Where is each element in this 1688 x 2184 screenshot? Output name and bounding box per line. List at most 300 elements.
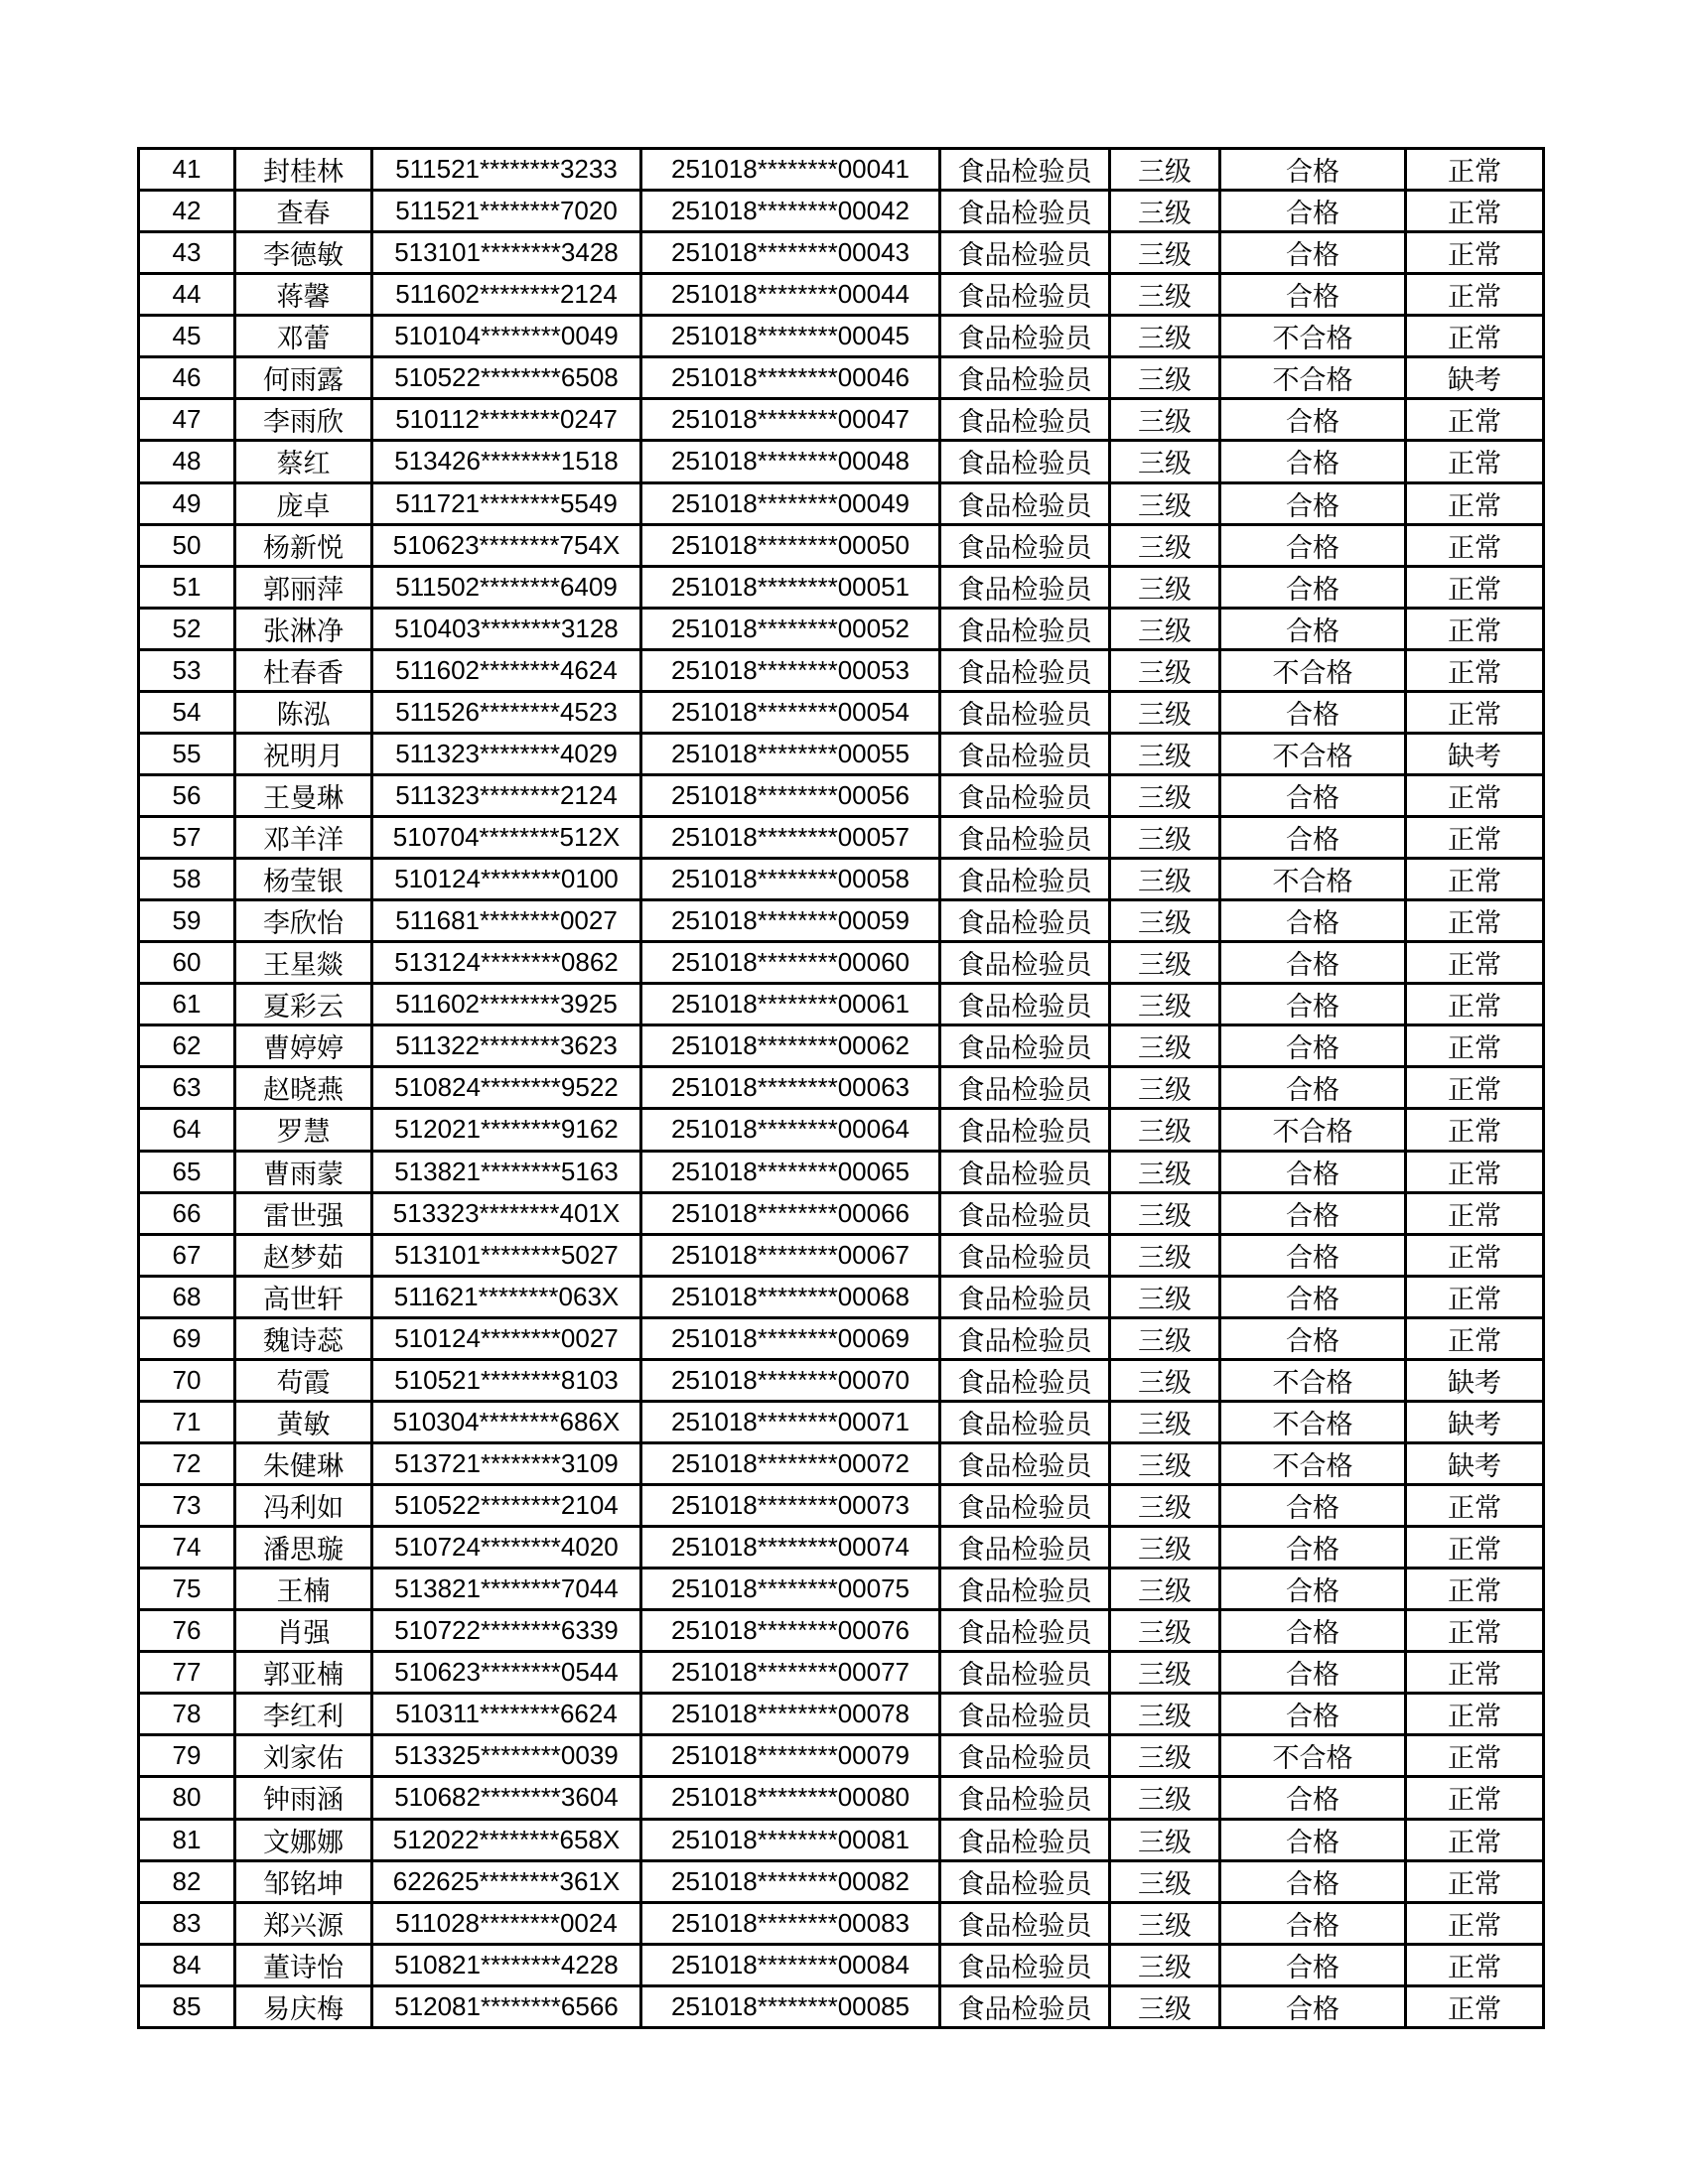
cell-candidate-name: 郭亚楠 <box>235 1652 372 1694</box>
cell-result: 合格 <box>1220 399 1406 441</box>
cell-result: 合格 <box>1220 1569 1406 1610</box>
cell-level: 三级 <box>1110 1151 1220 1192</box>
cell-sequence-number: 72 <box>139 1442 235 1484</box>
cell-exam-number: 251018********00062 <box>641 1025 940 1067</box>
cell-status: 正常 <box>1406 1902 1544 1944</box>
cell-result: 合格 <box>1220 1067 1406 1109</box>
cell-sequence-number: 45 <box>139 316 235 357</box>
cell-id-number: 513325********0039 <box>372 1735 641 1777</box>
cell-status: 正常 <box>1406 316 1544 357</box>
table-row <box>139 399 1544 441</box>
cell-status: 缺考 <box>1406 1442 1544 1484</box>
cell-sequence-number: 62 <box>139 1025 235 1067</box>
cell-sequence-number: 50 <box>139 524 235 566</box>
cell-occupation: 食品检验员 <box>940 1944 1110 1985</box>
cell-sequence-number: 74 <box>139 1527 235 1569</box>
cell-exam-number: 251018********00067 <box>641 1234 940 1276</box>
cell-level: 三级 <box>1110 524 1220 566</box>
cell-occupation: 食品检验员 <box>940 482 1110 524</box>
cell-level: 三级 <box>1110 1067 1220 1109</box>
cell-id-number: 510403********3128 <box>372 608 641 649</box>
cell-result: 合格 <box>1220 274 1406 316</box>
cell-level: 三级 <box>1110 942 1220 984</box>
cell-exam-number: 251018********00076 <box>641 1610 940 1652</box>
cell-sequence-number: 80 <box>139 1777 235 1819</box>
cell-sequence-number: 73 <box>139 1485 235 1527</box>
cell-id-number: 510824********9522 <box>372 1067 641 1109</box>
cell-level: 三级 <box>1110 1610 1220 1652</box>
cell-sequence-number: 43 <box>139 232 235 274</box>
cell-level: 三级 <box>1110 1944 1220 1985</box>
cell-exam-number: 251018********00054 <box>641 691 940 733</box>
cell-id-number: 511721********5549 <box>372 482 641 524</box>
cell-status: 正常 <box>1406 232 1544 274</box>
table-row <box>139 1569 1544 1610</box>
cell-status: 缺考 <box>1406 1401 1544 1442</box>
cell-id-number: 510521********8103 <box>372 1359 641 1401</box>
cell-exam-number: 251018********00058 <box>641 859 940 900</box>
cell-exam-number: 251018********00060 <box>641 942 940 984</box>
cell-id-number: 511521********7020 <box>372 191 641 232</box>
cell-level: 三级 <box>1110 232 1220 274</box>
cell-occupation: 食品检验员 <box>940 1985 1110 2027</box>
cell-sequence-number: 75 <box>139 1569 235 1610</box>
cell-occupation: 食品检验员 <box>940 149 1110 191</box>
cell-sequence-number: 77 <box>139 1652 235 1694</box>
table-row <box>139 1777 1544 1819</box>
cell-status: 正常 <box>1406 1985 1544 2027</box>
exam-results-body <box>139 149 1544 2028</box>
cell-level: 三级 <box>1110 566 1220 608</box>
table-row <box>139 524 1544 566</box>
cell-result: 合格 <box>1220 942 1406 984</box>
table-row <box>139 232 1544 274</box>
cell-exam-number: 251018********00061 <box>641 984 940 1025</box>
cell-id-number: 511681********0027 <box>372 900 641 942</box>
table-row <box>139 1527 1544 1569</box>
cell-occupation: 食品检验员 <box>940 316 1110 357</box>
table-row <box>139 1694 1544 1735</box>
cell-level: 三级 <box>1110 316 1220 357</box>
cell-candidate-name: 潘思璇 <box>235 1527 372 1569</box>
cell-id-number: 510704********512X <box>372 817 641 859</box>
table-row <box>139 1234 1544 1276</box>
cell-exam-number: 251018********00083 <box>641 1902 940 1944</box>
cell-id-number: 511602********3925 <box>372 984 641 1025</box>
cell-status: 正常 <box>1406 817 1544 859</box>
cell-occupation: 食品检验员 <box>940 1234 1110 1276</box>
cell-exam-number: 251018********00082 <box>641 1860 940 1902</box>
cell-sequence-number: 64 <box>139 1109 235 1151</box>
cell-candidate-name: 朱健琳 <box>235 1442 372 1484</box>
cell-occupation: 食品检验员 <box>940 1067 1110 1109</box>
cell-level: 三级 <box>1110 1192 1220 1234</box>
cell-sequence-number: 70 <box>139 1359 235 1401</box>
cell-sequence-number: 57 <box>139 817 235 859</box>
cell-level: 三级 <box>1110 859 1220 900</box>
table-row <box>139 1902 1544 1944</box>
cell-id-number: 511028********0024 <box>372 1902 641 1944</box>
cell-status: 正常 <box>1406 524 1544 566</box>
cell-id-number: 510724********4020 <box>372 1527 641 1569</box>
cell-sequence-number: 41 <box>139 149 235 191</box>
cell-candidate-name: 李红利 <box>235 1694 372 1735</box>
cell-id-number: 512021********9162 <box>372 1109 641 1151</box>
cell-exam-number: 251018********00047 <box>641 399 940 441</box>
cell-status: 正常 <box>1406 399 1544 441</box>
cell-status: 正常 <box>1406 984 1544 1025</box>
cell-occupation: 食品检验员 <box>940 1025 1110 1067</box>
cell-level: 三级 <box>1110 1860 1220 1902</box>
cell-id-number: 512081********6566 <box>372 1985 641 2027</box>
cell-level: 三级 <box>1110 357 1220 399</box>
cell-occupation: 食品检验员 <box>940 566 1110 608</box>
cell-status: 正常 <box>1406 149 1544 191</box>
cell-status: 正常 <box>1406 774 1544 816</box>
cell-exam-number: 251018********00068 <box>641 1276 940 1317</box>
cell-candidate-name: 陈泓 <box>235 691 372 733</box>
cell-exam-number: 251018********00043 <box>641 232 940 274</box>
cell-status: 正常 <box>1406 1527 1544 1569</box>
cell-result: 合格 <box>1220 1234 1406 1276</box>
cell-status: 正常 <box>1406 482 1544 524</box>
cell-occupation: 食品检验员 <box>940 691 1110 733</box>
table-row <box>139 733 1544 774</box>
cell-occupation: 食品检验员 <box>940 859 1110 900</box>
cell-exam-number: 251018********00048 <box>641 441 940 482</box>
cell-id-number: 511526********4523 <box>372 691 641 733</box>
cell-occupation: 食品检验员 <box>940 942 1110 984</box>
cell-result: 不合格 <box>1220 1109 1406 1151</box>
cell-result: 合格 <box>1220 1819 1406 1860</box>
cell-id-number: 513101********5027 <box>372 1234 641 1276</box>
cell-exam-number: 251018********00085 <box>641 1985 940 2027</box>
cell-result: 合格 <box>1220 817 1406 859</box>
cell-exam-number: 251018********00063 <box>641 1067 940 1109</box>
cell-candidate-name: 王星燚 <box>235 942 372 984</box>
cell-result: 合格 <box>1220 149 1406 191</box>
cell-level: 三级 <box>1110 774 1220 816</box>
cell-status: 正常 <box>1406 1234 1544 1276</box>
cell-id-number: 510124********0100 <box>372 859 641 900</box>
cell-result: 合格 <box>1220 441 1406 482</box>
cell-id-number: 510104********0049 <box>372 316 641 357</box>
cell-status: 正常 <box>1406 441 1544 482</box>
cell-status: 正常 <box>1406 1151 1544 1192</box>
cell-sequence-number: 44 <box>139 274 235 316</box>
cell-status: 正常 <box>1406 566 1544 608</box>
cell-level: 三级 <box>1110 733 1220 774</box>
table-row <box>139 1985 1544 2027</box>
cell-id-number: 513124********0862 <box>372 942 641 984</box>
cell-candidate-name: 蔡红 <box>235 441 372 482</box>
cell-sequence-number: 66 <box>139 1192 235 1234</box>
cell-exam-number: 251018********00056 <box>641 774 940 816</box>
cell-exam-number: 251018********00072 <box>641 1442 940 1484</box>
cell-sequence-number: 69 <box>139 1317 235 1359</box>
cell-occupation: 食品检验员 <box>940 608 1110 649</box>
cell-occupation: 食品检验员 <box>940 399 1110 441</box>
table-row <box>139 1151 1544 1192</box>
cell-status: 正常 <box>1406 274 1544 316</box>
cell-id-number: 510522********2104 <box>372 1485 641 1527</box>
cell-candidate-name: 罗慧 <box>235 1109 372 1151</box>
cell-occupation: 食品检验员 <box>940 1610 1110 1652</box>
cell-candidate-name: 封桂林 <box>235 149 372 191</box>
cell-level: 三级 <box>1110 1317 1220 1359</box>
table-row <box>139 1401 1544 1442</box>
cell-candidate-name: 文娜娜 <box>235 1819 372 1860</box>
cell-status: 正常 <box>1406 1067 1544 1109</box>
cell-status: 缺考 <box>1406 1359 1544 1401</box>
cell-result: 合格 <box>1220 1694 1406 1735</box>
cell-level: 三级 <box>1110 984 1220 1025</box>
table-row <box>139 1944 1544 1985</box>
cell-id-number: 511521********3233 <box>372 149 641 191</box>
cell-candidate-name: 杜春香 <box>235 649 372 691</box>
cell-status: 正常 <box>1406 1569 1544 1610</box>
cell-status: 正常 <box>1406 1317 1544 1359</box>
table-row <box>139 649 1544 691</box>
cell-level: 三级 <box>1110 649 1220 691</box>
cell-occupation: 食品检验员 <box>940 1777 1110 1819</box>
cell-occupation: 食品检验员 <box>940 232 1110 274</box>
table-row <box>139 149 1544 191</box>
cell-occupation: 食品检验员 <box>940 1902 1110 1944</box>
cell-exam-number: 251018********00044 <box>641 274 940 316</box>
cell-candidate-name: 夏彩云 <box>235 984 372 1025</box>
cell-sequence-number: 42 <box>139 191 235 232</box>
cell-level: 三级 <box>1110 1485 1220 1527</box>
cell-id-number: 510522********6508 <box>372 357 641 399</box>
cell-exam-number: 251018********00075 <box>641 1569 940 1610</box>
cell-result: 合格 <box>1220 1610 1406 1652</box>
cell-occupation: 食品检验员 <box>940 1652 1110 1694</box>
cell-sequence-number: 63 <box>139 1067 235 1109</box>
cell-sequence-number: 67 <box>139 1234 235 1276</box>
cell-sequence-number: 46 <box>139 357 235 399</box>
cell-occupation: 食品检验员 <box>940 524 1110 566</box>
table-row <box>139 1192 1544 1234</box>
cell-id-number: 510821********4228 <box>372 1944 641 1985</box>
cell-candidate-name: 张淋净 <box>235 608 372 649</box>
cell-exam-number: 251018********00057 <box>641 817 940 859</box>
cell-result: 合格 <box>1220 566 1406 608</box>
cell-exam-number: 251018********00053 <box>641 649 940 691</box>
table-row <box>139 274 1544 316</box>
cell-level: 三级 <box>1110 1234 1220 1276</box>
cell-status: 正常 <box>1406 942 1544 984</box>
cell-status: 正常 <box>1406 1819 1544 1860</box>
cell-sequence-number: 55 <box>139 733 235 774</box>
table-row <box>139 1359 1544 1401</box>
cell-sequence-number: 47 <box>139 399 235 441</box>
cell-level: 三级 <box>1110 399 1220 441</box>
cell-occupation: 食品检验员 <box>940 1109 1110 1151</box>
cell-exam-number: 251018********00065 <box>641 1151 940 1192</box>
cell-sequence-number: 49 <box>139 482 235 524</box>
cell-exam-number: 251018********00079 <box>641 1735 940 1777</box>
table-row <box>139 691 1544 733</box>
cell-occupation: 食品检验员 <box>940 1694 1110 1735</box>
cell-candidate-name: 冯利如 <box>235 1485 372 1527</box>
cell-candidate-name: 邓蕾 <box>235 316 372 357</box>
cell-occupation: 食品检验员 <box>940 191 1110 232</box>
cell-result: 合格 <box>1220 1151 1406 1192</box>
cell-level: 三级 <box>1110 1985 1220 2027</box>
cell-level: 三级 <box>1110 608 1220 649</box>
cell-exam-number: 251018********00080 <box>641 1777 940 1819</box>
cell-status: 正常 <box>1406 900 1544 942</box>
cell-exam-number: 251018********00078 <box>641 1694 940 1735</box>
cell-level: 三级 <box>1110 1109 1220 1151</box>
cell-status: 正常 <box>1406 1192 1544 1234</box>
table-row <box>139 191 1544 232</box>
cell-exam-number: 251018********00069 <box>641 1317 940 1359</box>
cell-sequence-number: 60 <box>139 942 235 984</box>
table-row <box>139 566 1544 608</box>
cell-candidate-name: 李雨欣 <box>235 399 372 441</box>
cell-exam-number: 251018********00059 <box>641 900 940 942</box>
table-row <box>139 942 1544 984</box>
cell-candidate-name: 王楠 <box>235 1569 372 1610</box>
cell-id-number: 513323********401X <box>372 1192 641 1234</box>
cell-sequence-number: 71 <box>139 1401 235 1442</box>
cell-level: 三级 <box>1110 1025 1220 1067</box>
cell-id-number: 510124********0027 <box>372 1317 641 1359</box>
table-row <box>139 817 1544 859</box>
table-row <box>139 1442 1544 1484</box>
table-row <box>139 441 1544 482</box>
cell-level: 三级 <box>1110 482 1220 524</box>
cell-result: 合格 <box>1220 482 1406 524</box>
cell-sequence-number: 56 <box>139 774 235 816</box>
cell-id-number: 510311********6624 <box>372 1694 641 1735</box>
cell-exam-number: 251018********00084 <box>641 1944 940 1985</box>
cell-result: 不合格 <box>1220 1359 1406 1401</box>
cell-occupation: 食品检验员 <box>940 274 1110 316</box>
cell-candidate-name: 赵梦茹 <box>235 1234 372 1276</box>
cell-level: 三级 <box>1110 1276 1220 1317</box>
cell-candidate-name: 高世轩 <box>235 1276 372 1317</box>
cell-result: 合格 <box>1220 1276 1406 1317</box>
cell-result: 合格 <box>1220 608 1406 649</box>
cell-occupation: 食品检验员 <box>940 1192 1110 1234</box>
cell-candidate-name: 邓羊洋 <box>235 817 372 859</box>
table-row <box>139 1109 1544 1151</box>
cell-exam-number: 251018********00081 <box>641 1819 940 1860</box>
cell-level: 三级 <box>1110 191 1220 232</box>
cell-id-number: 510682********3604 <box>372 1777 641 1819</box>
cell-sequence-number: 85 <box>139 1985 235 2027</box>
cell-occupation: 食品检验员 <box>940 1819 1110 1860</box>
cell-sequence-number: 52 <box>139 608 235 649</box>
cell-status: 正常 <box>1406 1652 1544 1694</box>
cell-candidate-name: 钟雨涵 <box>235 1777 372 1819</box>
cell-sequence-number: 81 <box>139 1819 235 1860</box>
cell-sequence-number: 83 <box>139 1902 235 1944</box>
cell-status: 正常 <box>1406 1610 1544 1652</box>
cell-result: 合格 <box>1220 1860 1406 1902</box>
cell-status: 正常 <box>1406 1944 1544 1985</box>
cell-id-number: 622625********361X <box>372 1860 641 1902</box>
cell-result: 合格 <box>1220 1317 1406 1359</box>
cell-occupation: 食品检验员 <box>940 1359 1110 1401</box>
cell-level: 三级 <box>1110 1401 1220 1442</box>
table-row <box>139 1276 1544 1317</box>
cell-level: 三级 <box>1110 1359 1220 1401</box>
cell-level: 三级 <box>1110 1694 1220 1735</box>
table-row <box>139 608 1544 649</box>
table-row <box>139 1652 1544 1694</box>
cell-status: 正常 <box>1406 1735 1544 1777</box>
cell-sequence-number: 53 <box>139 649 235 691</box>
cell-id-number: 511323********4029 <box>372 733 641 774</box>
cell-candidate-name: 苟霞 <box>235 1359 372 1401</box>
cell-occupation: 食品检验员 <box>940 984 1110 1025</box>
table-row <box>139 1735 1544 1777</box>
cell-level: 三级 <box>1110 1569 1220 1610</box>
cell-status: 正常 <box>1406 1777 1544 1819</box>
cell-occupation: 食品检验员 <box>940 441 1110 482</box>
cell-result: 不合格 <box>1220 357 1406 399</box>
cell-level: 三级 <box>1110 441 1220 482</box>
cell-occupation: 食品检验员 <box>940 1442 1110 1484</box>
cell-candidate-name: 邹铭坤 <box>235 1860 372 1902</box>
table-row <box>139 1317 1544 1359</box>
table-row <box>139 1485 1544 1527</box>
cell-candidate-name: 王曼琳 <box>235 774 372 816</box>
cell-status: 正常 <box>1406 608 1544 649</box>
cell-level: 三级 <box>1110 1652 1220 1694</box>
cell-occupation: 食品检验员 <box>940 1276 1110 1317</box>
cell-id-number: 510623********0544 <box>372 1652 641 1694</box>
cell-candidate-name: 董诗怡 <box>235 1944 372 1985</box>
cell-result: 合格 <box>1220 1777 1406 1819</box>
cell-exam-number: 251018********00070 <box>641 1359 940 1401</box>
table-row <box>139 1067 1544 1109</box>
cell-result: 合格 <box>1220 1025 1406 1067</box>
cell-sequence-number: 84 <box>139 1944 235 1985</box>
cell-candidate-name: 郭丽萍 <box>235 566 372 608</box>
cell-result: 合格 <box>1220 984 1406 1025</box>
cell-status: 正常 <box>1406 649 1544 691</box>
cell-candidate-name: 庞卓 <box>235 482 372 524</box>
cell-sequence-number: 58 <box>139 859 235 900</box>
cell-result: 不合格 <box>1220 1401 1406 1442</box>
table-row <box>139 357 1544 399</box>
cell-result: 不合格 <box>1220 859 1406 900</box>
cell-id-number: 513821********7044 <box>372 1569 641 1610</box>
cell-candidate-name: 曹雨蒙 <box>235 1151 372 1192</box>
cell-sequence-number: 48 <box>139 441 235 482</box>
cell-candidate-name: 刘家佑 <box>235 1735 372 1777</box>
table-row <box>139 1025 1544 1067</box>
cell-candidate-name: 郑兴源 <box>235 1902 372 1944</box>
cell-level: 三级 <box>1110 691 1220 733</box>
table-row <box>139 774 1544 816</box>
cell-level: 三级 <box>1110 1777 1220 1819</box>
table-row <box>139 859 1544 900</box>
cell-result: 合格 <box>1220 191 1406 232</box>
cell-status: 正常 <box>1406 1109 1544 1151</box>
cell-candidate-name: 魏诗蕊 <box>235 1317 372 1359</box>
cell-exam-number: 251018********00055 <box>641 733 940 774</box>
cell-status: 正常 <box>1406 1694 1544 1735</box>
cell-exam-number: 251018********00042 <box>641 191 940 232</box>
table-row <box>139 900 1544 942</box>
cell-result: 合格 <box>1220 232 1406 274</box>
